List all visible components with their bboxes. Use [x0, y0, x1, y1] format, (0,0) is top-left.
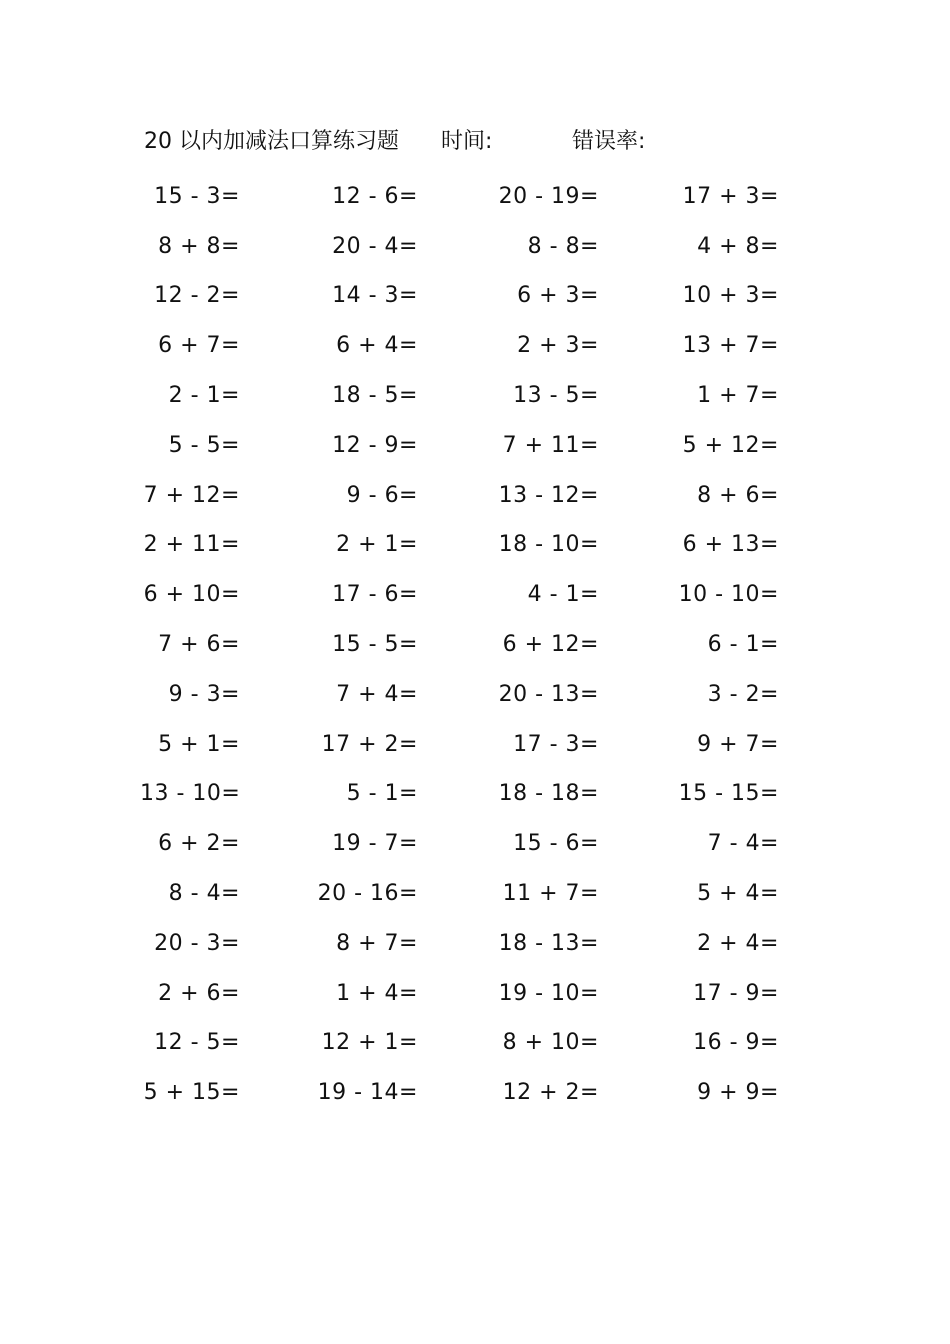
problem-item: 1 + 4=: [336, 980, 418, 1006]
problem-item: 9 + 7=: [697, 731, 779, 757]
problem-item: 17 + 2=: [321, 731, 418, 757]
problem-row: [140, 222, 800, 272]
problem-item: 4 - 1=: [527, 582, 599, 608]
problem-row: [140, 770, 800, 820]
time-label: 时间:: [441, 129, 493, 154]
problem-item: 7 + 12=: [143, 482, 240, 508]
problem-item: 12 - 6=: [332, 183, 418, 209]
problem-row: [140, 371, 800, 421]
problem-item: 1 + 7=: [697, 383, 779, 409]
problem-item: 8 + 8=: [158, 233, 240, 259]
problem-item: 13 - 10=: [140, 781, 241, 807]
problem-item: 5 - 1=: [346, 781, 418, 807]
problem-row: [140, 969, 800, 1019]
problem-item: 5 - 5=: [168, 432, 240, 458]
problem-item: 5 + 1=: [158, 731, 240, 757]
problem-item: 6 + 13=: [682, 532, 779, 558]
problem-item: 18 - 5=: [332, 383, 418, 409]
problem-row: [140, 172, 800, 222]
problem-item: 4 + 8=: [697, 233, 779, 259]
problem-item: 6 + 2=: [158, 831, 240, 857]
problem-item: 7 + 11=: [502, 432, 599, 458]
problem-item: 7 - 4=: [707, 831, 779, 857]
worksheet-header: [144, 124, 844, 160]
problem-item: 18 - 18=: [498, 781, 599, 807]
problem-item: 8 - 4=: [168, 881, 240, 907]
problem-item: 5 + 4=: [697, 881, 779, 907]
problem-item: 15 - 15=: [678, 781, 779, 807]
problem-item: 17 - 6=: [332, 582, 418, 608]
problem-item: 8 - 8=: [527, 233, 599, 259]
problem-item: 6 + 4=: [336, 333, 418, 359]
problem-item: 6 + 3=: [517, 283, 599, 309]
problem-row: [140, 819, 800, 869]
problem-item: 15 - 5=: [332, 632, 418, 658]
problem-item: 7 + 4=: [336, 681, 418, 707]
problem-row: [140, 620, 800, 670]
problem-item: 17 + 3=: [682, 183, 779, 209]
problem-item: 5 + 12=: [682, 432, 779, 458]
problem-item: 12 + 1=: [321, 1030, 418, 1056]
problem-item: 2 + 6=: [158, 980, 240, 1006]
problem-item: 2 + 4=: [697, 930, 779, 956]
problem-item: 7 + 6=: [158, 632, 240, 658]
problem-item: 16 - 9=: [693, 1030, 779, 1056]
problem-item: 12 - 5=: [154, 1030, 240, 1056]
problem-item: 19 - 10=: [498, 980, 599, 1006]
problem-row: [140, 869, 800, 919]
problem-item: 20 - 19=: [498, 183, 599, 209]
problem-item: 2 + 3=: [517, 333, 599, 359]
problem-item: 8 + 6=: [697, 482, 779, 508]
problem-item: 10 - 10=: [678, 582, 779, 608]
problem-item: 5 + 15=: [143, 1080, 240, 1106]
problem-item: 18 - 13=: [498, 930, 599, 956]
problem-item: 12 + 2=: [502, 1080, 599, 1106]
problem-item: 9 + 9=: [697, 1080, 779, 1106]
problem-item: 2 - 1=: [168, 383, 240, 409]
problem-row: [140, 272, 800, 322]
problem-item: 14 - 3=: [332, 283, 418, 309]
problem-item: 19 - 7=: [332, 831, 418, 857]
problem-item: 20 - 13=: [498, 681, 599, 707]
error-rate-label: 错误率:: [572, 129, 646, 154]
problem-item: 12 - 9=: [332, 432, 418, 458]
problem-row: [140, 321, 800, 371]
problem-item: 11 + 7=: [502, 881, 599, 907]
problem-item: 18 - 10=: [498, 532, 599, 558]
problem-item: 9 - 3=: [168, 681, 240, 707]
problem-item: 6 + 12=: [502, 632, 599, 658]
problem-item: 20 - 16=: [317, 881, 418, 907]
problem-item: 3 - 2=: [707, 681, 779, 707]
problem-item: 9 - 6=: [346, 482, 418, 508]
problem-item: 2 + 1=: [336, 532, 418, 558]
problem-item: 20 - 3=: [154, 930, 240, 956]
problem-item: 19 - 14=: [317, 1080, 418, 1106]
problem-item: 2 + 11=: [143, 532, 240, 558]
problem-item: 13 - 12=: [498, 482, 599, 508]
problem-row: [140, 1019, 800, 1069]
problem-item: 20 - 4=: [332, 233, 418, 259]
problem-row: [140, 471, 800, 521]
problem-item: 6 + 7=: [158, 333, 240, 359]
problem-row: [140, 1068, 800, 1118]
problem-item: 10 + 3=: [682, 283, 779, 309]
problem-item: 12 - 2=: [154, 283, 240, 309]
problem-item: 17 - 9=: [693, 980, 779, 1006]
problem-row: [140, 670, 800, 720]
problem-item: 13 - 5=: [513, 383, 599, 409]
problem-item: 15 - 3=: [154, 183, 240, 209]
problem-item: 6 + 10=: [143, 582, 240, 608]
problem-item: 8 + 10=: [502, 1030, 599, 1056]
problem-item: 15 - 6=: [513, 831, 599, 857]
problem-row: [140, 570, 800, 620]
problem-row: [140, 521, 800, 571]
problem-item: 8 + 7=: [336, 930, 418, 956]
problem-row: [140, 421, 800, 471]
problem-item: 6 - 1=: [707, 632, 779, 658]
problem-row: [140, 720, 800, 770]
problem-item: 13 + 7=: [682, 333, 779, 359]
problem-row: [140, 919, 800, 969]
problem-item: 17 - 3=: [513, 731, 599, 757]
problem-grid: [140, 172, 800, 1118]
worksheet-title: 20 以内加减法口算练习题: [144, 129, 399, 154]
